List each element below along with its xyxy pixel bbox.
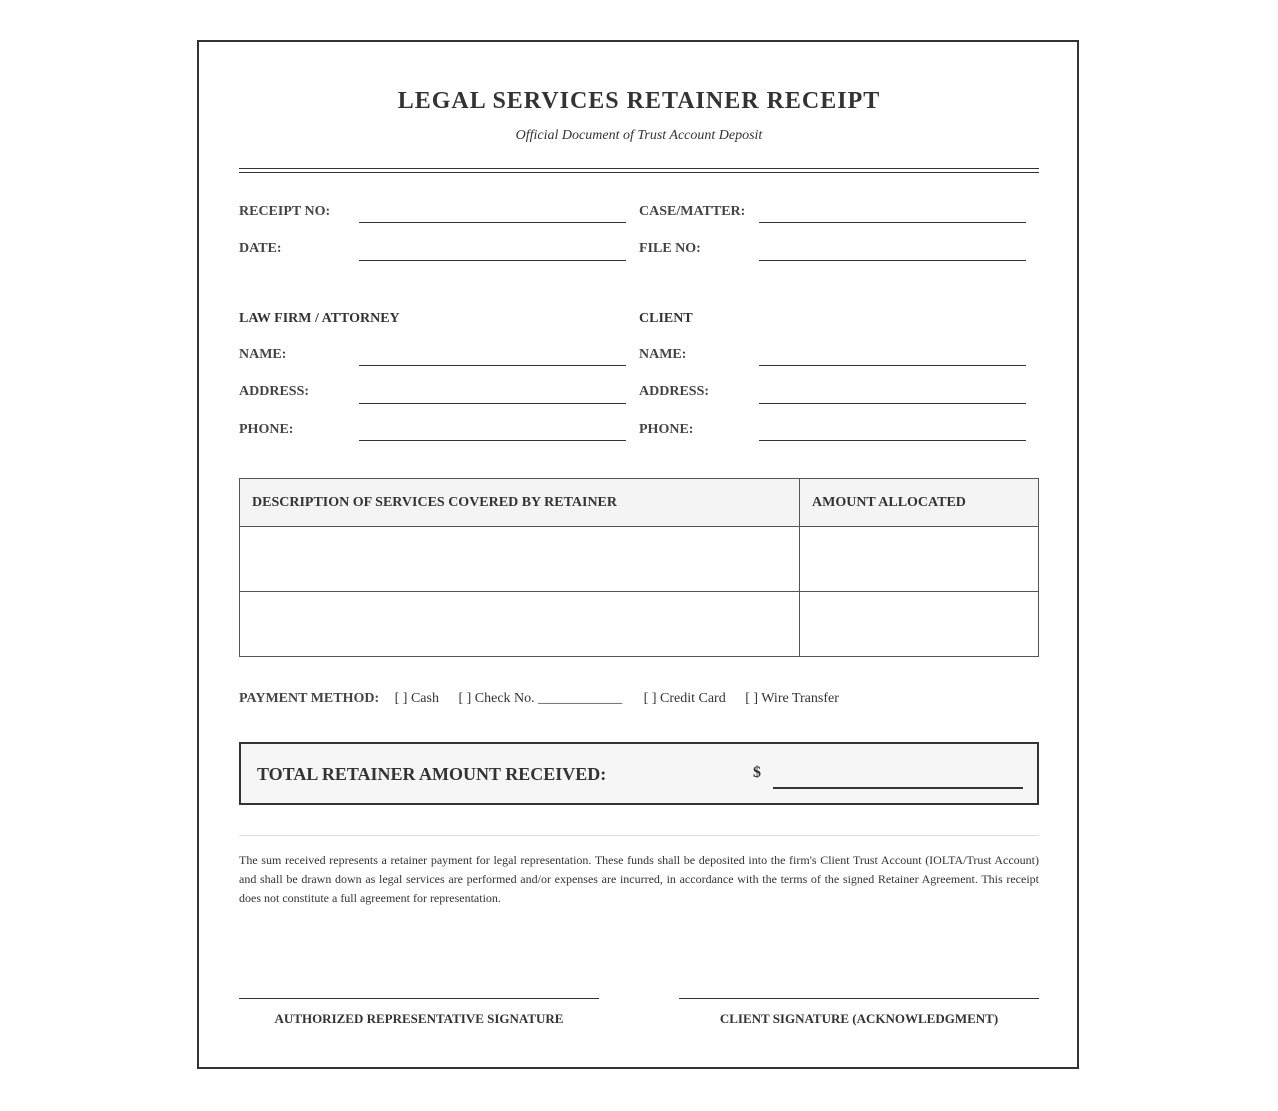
- firm-phone-field[interactable]: [359, 440, 626, 441]
- table-row: [240, 527, 1039, 592]
- payment-method-label: PAYMENT METHOD:: [239, 691, 380, 706]
- client-address-field[interactable]: [759, 403, 1026, 404]
- firm-phone-label: PHONE:: [239, 422, 294, 437]
- amount-column-header: AMOUNT ALLOCATED: [800, 479, 1039, 527]
- authorized-signature-line[interactable]: [239, 998, 599, 999]
- payment-option-cash[interactable]: [ ] Cash: [394, 691, 439, 706]
- authorized-signature-label: AUTHORIZED REPRESENTATIVE SIGNATURE: [274, 1011, 564, 1026]
- table-row: [240, 592, 1039, 657]
- disclaimer-text: The sum received represents a retainer payment for legal representation. These funds shall be deposited into the firm's Client Trust Account (IOLTA/Trust Account) and shall be drawn down as legal services are performed and/or expenses are incurred, in accordance with the terms of the signed Retainer Agreement. This receipt does not constitute a full agreement for representation.: [239, 853, 1039, 905]
- description-column-header: DESCRIPTION OF SERVICES COVERED BY RETAINER: [240, 479, 800, 527]
- total-amount-box: [239, 742, 1039, 805]
- firm-address-label: ADDRESS:: [239, 384, 310, 399]
- payment-method-row: [239, 691, 839, 707]
- description-cell[interactable]: [240, 527, 800, 592]
- client-address-label: ADDRESS:: [639, 384, 710, 399]
- services-table: [239, 478, 1039, 657]
- total-amount-label: TOTAL RETAINER AMOUNT RECEIVED:: [257, 764, 607, 784]
- document-title: LEGAL SERVICES RETAINER RECEIPT: [397, 88, 881, 114]
- receipt-no-label: RECEIPT NO:: [239, 204, 331, 219]
- client-signature-label: CLIENT SIGNATURE (ACKNOWLEDGMENT): [719, 1011, 999, 1026]
- client-signature-line[interactable]: [679, 998, 1039, 999]
- client-heading: CLIENT: [639, 311, 693, 326]
- firm-name-field[interactable]: [359, 365, 626, 366]
- payment-option-credit-card[interactable]: [ ] Credit Card: [643, 691, 726, 706]
- document-subtitle: Official Document of Trust Account Deposit: [515, 128, 763, 143]
- case-matter-label: CASE/MATTER:: [639, 204, 746, 219]
- payment-option-check[interactable]: [ ] Check No. ____________: [458, 691, 623, 706]
- file-no-field[interactable]: [759, 260, 1026, 261]
- section-divider: [239, 835, 1039, 836]
- currency-symbol: $: [753, 764, 761, 781]
- description-cell[interactable]: [240, 592, 800, 657]
- receipt-no-field[interactable]: [359, 222, 626, 223]
- total-amount-field[interactable]: [773, 787, 1023, 789]
- amount-cell[interactable]: [800, 527, 1039, 592]
- client-phone-field[interactable]: [759, 440, 1026, 441]
- client-phone-label: PHONE:: [639, 422, 694, 437]
- firm-heading: LAW FIRM / ATTORNEY: [239, 311, 400, 326]
- date-label: DATE:: [239, 241, 282, 256]
- file-no-label: FILE NO:: [639, 241, 701, 256]
- case-matter-field[interactable]: [759, 222, 1026, 223]
- client-name-field[interactable]: [759, 365, 1026, 366]
- firm-address-field[interactable]: [359, 403, 626, 404]
- payment-option-wire-transfer[interactable]: [ ] Wire Transfer: [745, 691, 839, 706]
- firm-name-label: NAME:: [239, 347, 287, 362]
- receipt-document: [197, 40, 1079, 1069]
- title-divider: [239, 168, 1039, 173]
- amount-cell[interactable]: [800, 592, 1039, 657]
- client-name-label: NAME:: [639, 347, 687, 362]
- date-field[interactable]: [359, 260, 626, 261]
